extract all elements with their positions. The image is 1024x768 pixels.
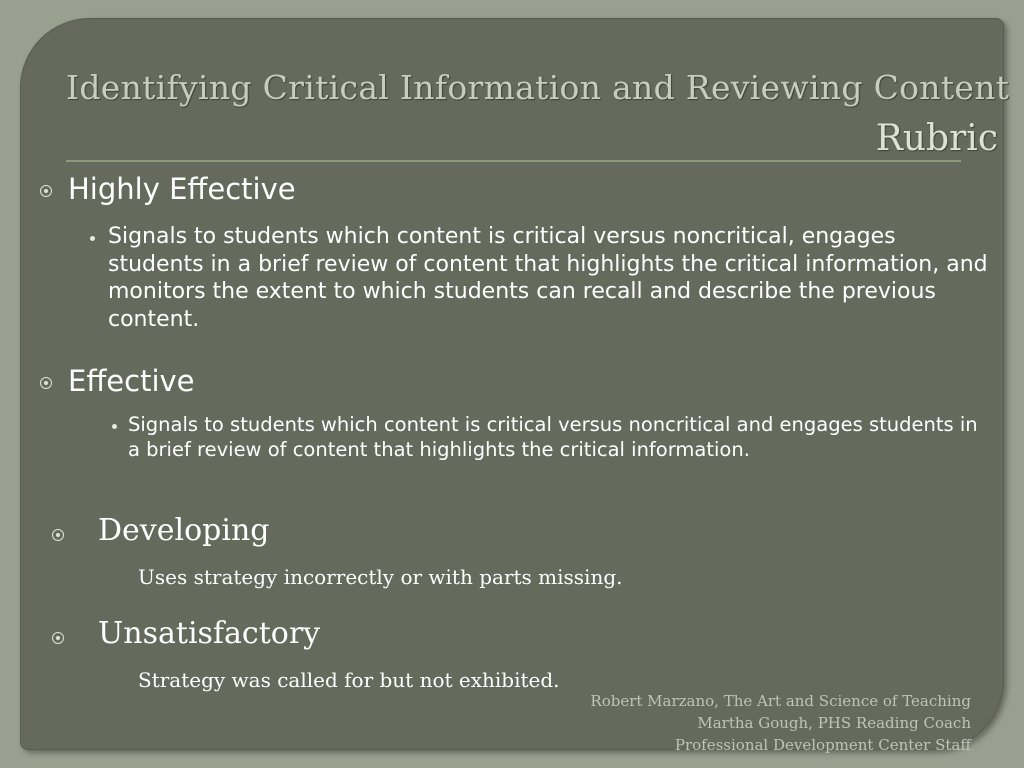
section-heading-effective: Effective	[68, 364, 195, 398]
circle-bullet-icon	[40, 185, 52, 197]
citation-line: Martha Gough, PHS Reading Coach	[697, 714, 971, 732]
title-divider	[66, 160, 961, 162]
citation-line: Professional Development Center Staff	[674, 736, 971, 754]
section-heading-unsatisfactory: Unsatisfactory	[98, 616, 321, 651]
section-text-highly-effective: Signals to students which content is critical versus noncritical, engages students in a brief review of content that highlights the critical information, and monitors the extent to which students can recall and describe the previous content.	[108, 224, 988, 332]
section-heading-developing: Developing	[98, 513, 270, 548]
bullet-dot-icon	[90, 236, 95, 241]
section-heading-highly-effective: Highly Effective	[68, 172, 296, 206]
slide-title: Identifying Critical Information and Reviewing Content	[66, 68, 1010, 107]
circle-bullet-icon	[52, 529, 64, 541]
section-text-effective: Signals to students which content is critical versus noncritical and engages students in a brief review of content that highlights the critical information.	[128, 413, 978, 461]
bullet-dot-icon	[112, 424, 117, 429]
section-text-developing: Uses strategy incorrectly or with parts missing.	[138, 565, 623, 589]
citation-block	[590, 690, 971, 756]
circle-bullet-icon	[40, 377, 52, 389]
section-text-unsatisfactory: Strategy was called for but not exhibited.	[138, 668, 560, 692]
circle-bullet-icon	[52, 632, 64, 644]
citation-line: Robert Marzano, The Art and Science of Teaching	[590, 692, 971, 710]
slide-subtitle: Rubric	[875, 118, 998, 159]
